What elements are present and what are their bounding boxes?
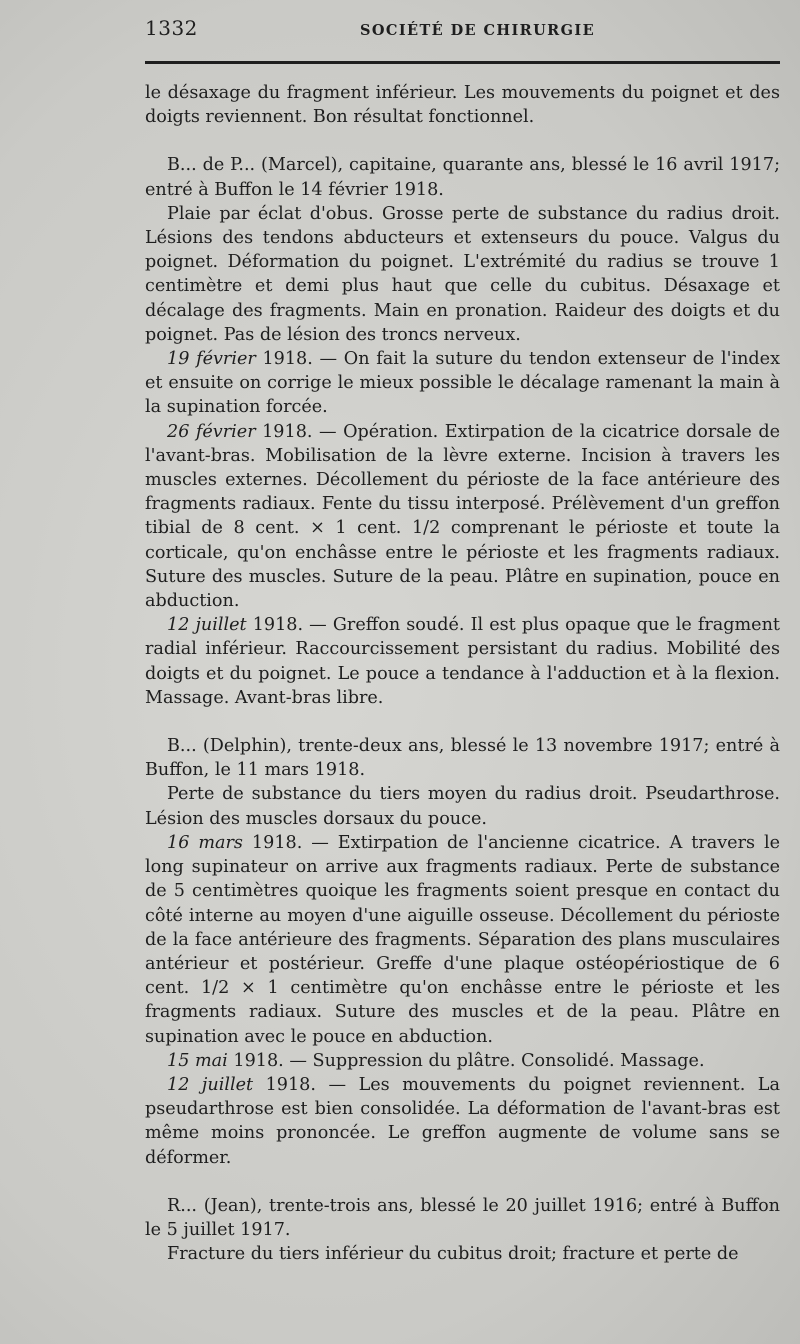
page-number: 1332 bbox=[145, 16, 198, 40]
case-entry: 26 février 1918. — Opération. Extirpation de la cicatrice dorsale de l'avant-bras. Mobilisation de la lèvre externe. Incision à travers les muscles externes. Décollement du périoste de la face antérieure des fragments radiaux. Fente du tissu interposé. Prélèvement d'un greffon tibial de 8 cent. × 1 cent. 1/2 comprenant le périoste et toute la corticale, qu'on enchâsse entre le périoste et les fragments radiaux. Suture des muscles. Suture de la peau. Plâtre en supination, pouce en abduction. bbox=[145, 421, 780, 612]
entry-date: 12 juillet bbox=[167, 1074, 254, 1095]
case-description: Perte de substance du tiers moyen du radius droit. Pseudarthrose. Lésion des muscles dorsaux du pouce. bbox=[145, 784, 780, 829]
entry-date: 16 mars bbox=[167, 832, 243, 853]
running-head: SOCIÉTÉ DE CHIRURGIE bbox=[360, 22, 596, 39]
paragraph-continuation: le désaxage du fragment inférieur. Les mouvements du poignet et des doigts reviennent. Bon résultat fonctionnel. bbox=[145, 83, 780, 128]
case-intro-marcel: B... de P... (Marcel), capitaine, quarante ans, blessé le 16 avril 1917; entré à Buffon le 14 février 1918. bbox=[145, 155, 780, 200]
page-header bbox=[145, 14, 780, 50]
case-description: Plaie par éclat d'obus. Grosse perte de substance du radius droit. Lésions des tendons abducteurs et extenseurs du pouce. Valgus du poignet. Déformation du poignet. L'extrémité du radius se trouve 1 centimètre et demi plus haut que celle du cubitus. Désaxage et décalage des fragments. Main en pronation. Raideur des doigts et du poignet. Pas de lésion des troncs nerveux. bbox=[145, 203, 780, 345]
case-entry: 12 juillet 1918. — Les mouvements du poignet reviennent. La pseudarthrose est bien consolidée. La déformation de l'avant-bras est même moins prononcée. Le greffon augmente de volume sans se déformer. bbox=[145, 1074, 780, 1168]
case-entry: 19 février 1918. — On fait la suture du tendon extenseur de l'index et ensuite on corrige le mieux possible le décalage ramenant la main à la supination forcée. bbox=[145, 349, 781, 418]
book-page bbox=[145, 14, 781, 1265]
entry-date: 26 février bbox=[167, 421, 256, 442]
case-description: Fracture du tiers inférieur du cubitus droit; fracture et perte de bbox=[167, 1244, 739, 1265]
entry-date: 12 juillet bbox=[167, 615, 247, 636]
entry-date: 15 mai bbox=[167, 1050, 228, 1071]
case-entry: 16 mars 1918. — Extirpation de l'ancienne cicatrice. A travers le long supinateur on arrive aux fragments radiaux. Perte de substance de 5 centimètres quoique les fragments soient presque en contact du côté interne au moyen d'une aiguille osseuse. Décollement du périoste de la face antérieure des fragments. Séparation des plans musculaires antérieur et postérieur. Greffe d'une plaque ostéopériostique de 6 cent. 1/2 × 1 centimètre qu'on enchâsse entre le périoste et les fragments radiaux. Suture des muscles et de la peau. Plâtre en supination avec le pouce en abduction. bbox=[145, 832, 781, 1047]
case-entry: 15 mai 1918. — Suppression du plâtre. Consolidé. Massage. bbox=[167, 1050, 705, 1071]
case-entry: 12 juillet 1918. — Greffon soudé. Il est plus opaque que le fragment radial inférieur. Raccourcissement persistant du radius. Mobilité des doigts et du poignet. Le pouce a tendance à l'adduction et à la flexion. Massage. Avant-bras libre. bbox=[145, 615, 780, 708]
case-intro-jean: R... (Jean), trente-trois ans, blessé le 20 juillet 1916; entré à Buffon le 5 juillet 1917. bbox=[145, 1195, 780, 1240]
entry-date: 19 février bbox=[167, 349, 256, 370]
case-intro-delphin: B... (Delphin), trente-deux ans, blessé le 13 novembre 1917; entré à Buffon, le 11 mars 1918. bbox=[145, 736, 780, 781]
body-text bbox=[145, 81, 780, 1266]
header-rule bbox=[145, 61, 780, 64]
